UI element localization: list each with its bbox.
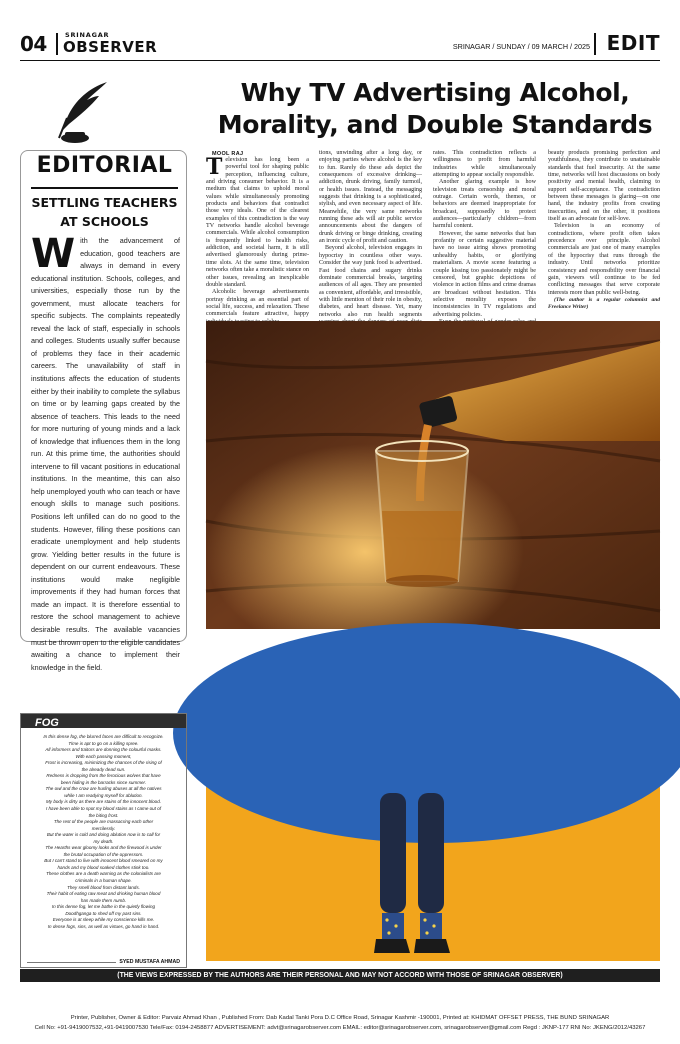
article1-dropcap: T xyxy=(206,154,223,180)
article1-col3-p2: Another glaring example is how television treats censorship and moral outrage. Certain words, themes, or behaviors are deemed inappropriate for broadcast, supposedly to protect audiences—particularly children—from harmful content. xyxy=(433,179,536,230)
poem-line: the already dead sun. xyxy=(81,766,126,772)
poem-box xyxy=(20,713,187,968)
poem-line: hands and my blood soaked clothes stink too. xyxy=(57,864,150,870)
editorial-headline xyxy=(29,193,180,231)
logo-name: OBSERVER xyxy=(63,38,158,56)
poem-line: I have been able to spot my blood stains as I came out of xyxy=(45,806,161,812)
section-label: EDIT xyxy=(606,31,660,55)
article1-column-3 xyxy=(433,150,536,319)
poem-line: With each passing moment, xyxy=(75,753,132,759)
article1-headline-line1: Why TV Advertising Alcohol, xyxy=(240,78,630,107)
editorial-label: EDITORIAL xyxy=(36,153,173,178)
imprint-line-2: Cell No: +91-9419007532,+91-9419007530 Tele/Fax: 0194-2458877 ADVERTISEMENT: advt@srinagarobserver.com EMAIL: editor@srinagarobserver.com, srinagarobserver@gmail.com Regd : JKNP-177 RNI No: JKENG/2012/43267 xyxy=(34,1025,646,1031)
article1-col3-p1: rates. This contradiction reflects a willingness to profit from harmful industries while simultaneously attempting to appear socially responsible. xyxy=(433,150,536,179)
poem-line: has made them numb. xyxy=(80,897,127,903)
poem-line: criminals in a human shape. xyxy=(75,878,132,884)
poem-line: The Hearths wear gloomy looks and the firewood is under xyxy=(45,845,162,851)
poem-line: These clothes are a death warning as the colonialists are xyxy=(46,871,161,877)
poem-line: mercilessly. xyxy=(91,825,116,831)
article1-col1-p1: elevision has long been a powerful tool for shaping public perception, influencing culture, and driving consumer behavior. It is a medium that claims to uphold moral values while simultaneously promoting products and behaviors that contradict those very ideals. One of the clearest examples of this contradiction is the way TV networks handle alcohol beverage commercials. While alcohol consumption is frequently linked to health risks, addiction, and societal harm, it is still advertised glamorously during prime-time slots. At the same time, television networks often take a moralistic stance on other issues, revealing an inexplicable double standard. xyxy=(206,157,309,288)
article1-col3-p3: However, the same networks that ban profanity or certain suggestive material have no issue airing shows promoting unhealthy habits, or glorifying materialism. A movie scene featuring a couple kissing too passionately might be censored, but graphic depictions of violence in action films and crime dramas are broadcast without hesitation. This selective morality exposes the inconsistencies in TV regulations and advertising policies. xyxy=(433,230,536,318)
quill-pen-icon xyxy=(45,78,115,148)
poem-line: In dense fogs, sins, as well as virtues, go hand in hand. xyxy=(47,923,160,929)
legs-on-circle-photo xyxy=(206,773,660,961)
article1-column-4 xyxy=(548,150,660,319)
imprint-line-1: Printer, Publisher, Owner & Editor: Parvaiz Ahmad Khan , Published From: Dab Kadal Tanki Pora D.C Office Road, Srinagar Kashmir -190001, Printed at: KHIDMAT OFFSET PRESS, THE BUND SRINAGAR xyxy=(70,1015,610,1021)
editorial-headline-line2: AT SCHOOLS xyxy=(60,214,149,229)
article1-headline xyxy=(210,77,660,141)
logo-city: SRINAGAR xyxy=(65,31,110,39)
poem-title: FOG xyxy=(35,717,59,729)
editorial-dropcap: W xyxy=(31,231,76,277)
editorial-text: ith the advancement of education, good teachers are always in demand in every educational institution. Schools, colleges, and universities, especially those run by the government, must allocate teachers for specific subjects. The complaints repeatedly reveal the lack of staff, especially in schools and colleges. Students usually suffer because of problems they face in their academic careers. The unavailability of staff in institutions affects the education of students either by their inability to complete the syllabus on time or by learning gaps created by the absence of teachers. This leads to the need for more nurturing of young minds and a lack of knowledge that influences them in the long run. At this prime time, the authorities should intervene to fill vacant positions in educational institutions. In the meantime, this can also help unemployed youth who can teach or have enough skills to manage such positions. Positions left unfilled can do no good to the students. However, filling these positions can eradicate unemployment and help students grow. Yielding better results in the future is dependent on our current endeavours. These institutions would make negligible improvements if they had human forces that made an impact. It is therefore essential to restore the school management to achieve desirable results. The available vacancies must be thrown open to the eligible candidates awaiting a chance to implement their knowledge in the field. xyxy=(31,236,180,672)
poem-line: But the water is cold and doing ablution now is to call for xyxy=(46,832,161,838)
poem-line: been hiding in the barracks since summer. xyxy=(60,779,147,785)
poem-line: Redness is dropping from the ferocious wolves that have xyxy=(46,773,161,779)
poem-line: All informers and traitors are donning the colourful masks. xyxy=(45,747,162,753)
alcohol-pour-photo xyxy=(206,321,660,629)
poem-line: But I can't stand to live with innocent blood smeared on my xyxy=(44,858,163,864)
article1-column-2 xyxy=(319,150,422,319)
article1-col4-p2: Television is an economy of contradictions, where profit often takes precedence over principle. Alcohol commercials are just one of many examples of the hypocrisy that runs through the industry. Until networks prioritize consistency and responsibility over financial gain, viewers will continue to be fed conflicting messages that serve corporate interests more than public well-being. xyxy=(548,223,660,296)
dateline: SRINAGAR / SUNDAY / 09 MARCH / 2025 xyxy=(452,42,590,51)
poem-title-band xyxy=(21,714,186,728)
editorial-body xyxy=(31,231,180,674)
poem-line: Time is apt to go on a killing spree. xyxy=(68,740,139,746)
article1-author-credit: (The author is a regular columnist and Freelance Writer) xyxy=(548,296,660,311)
poem-line: Frost is increasing, minimizing the chances of the rising of xyxy=(45,760,162,766)
poem-line: In this dense fog, let me bathe in the quietly flowing xyxy=(51,904,156,910)
poem-line: Everyone is at sleep while my conscience kills me. xyxy=(52,917,155,923)
editorial-divider xyxy=(31,187,178,189)
poem-line: They smell blood from distant lands. xyxy=(67,884,140,890)
article1-byline: MOOL RAJ xyxy=(212,151,244,157)
page-number: 04 xyxy=(20,32,47,56)
masthead-divider xyxy=(56,33,58,55)
poem-line: my death. xyxy=(93,838,114,844)
masthead-rule xyxy=(20,60,660,61)
poem-line: Doodhganga to shed off my past sins. xyxy=(65,910,142,916)
poem-line: the brutal occupation of the oppressors. xyxy=(63,851,144,857)
article1-col4-p1: beauty products promising perfection and youthfulness, they contribute to unattainable standards that fuel insecurity. At the same time, networks will host discussions on body positivity and mental health, claiming to support self-acceptance. The contradiction between these messages is glaring—on one hand, the industry profits from creating insecurities, and on the other, it positions itself as an advocate for self-love. xyxy=(548,150,660,223)
masthead xyxy=(20,30,660,60)
article1-col1-p2: Alcoholic beverage advertisements portray drinking as an essential part of social life, success, and relaxation. These commercials feature attractive, happy xyxy=(206,289,309,318)
poem-author: SYED MUSTAFA AHMAD xyxy=(116,959,180,965)
article1-headline-line2: Morality, and Double Standards xyxy=(217,110,653,139)
views-disclaimer: (THE VIEWS EXPRESSED BY THE AUTHORS ARE THEIR PERSONAL AND MAY NOT ACCORD WITH THOSE OF SRINAGAR OBSERVER) xyxy=(20,969,660,982)
poem-line: while I am readying myself for ablution. xyxy=(64,792,143,798)
poem-line: In this dense fog, the blurred faces are difficult to recognize. xyxy=(43,734,164,739)
poem-body xyxy=(27,734,180,930)
editorial-headline-line1: SETTLING TEACHERS xyxy=(31,195,178,210)
article1-col2-p2: Beyond alcohol, television engages in hypocrisy in countless other ways. Consider the way junk food is advertised. Fast food chains and sugary drinks dominate commercial breaks, targeting audiences of all ages. They are presented as convenient, affordable, and irresistible, with little mention of their role in obesity, diabetes, and heart disease. Yet, many networks also run health segments xyxy=(319,245,422,318)
poem-line: the biting frost. xyxy=(88,812,119,818)
poem-line: Their habit of eating raw meat and drinking human blood xyxy=(46,891,161,897)
poem-line: The owl and the crow are hurling abuses at all the natives xyxy=(45,786,162,792)
poem-line: The rest of the people are massacring each other xyxy=(53,819,154,825)
editorial-box xyxy=(20,150,187,672)
article1-col2-p1: tions, unwinding after a long day, or enjoying parties where alcohol is the key to fun. Rarely do these ads depict the consequences of excessive drinking—addiction, drunk driving, family turmoil, or health issues. Instead, the messaging suggests that drinking is a sophisticated, stylish, and even necessary aspect of life. Meanwhile, the very same networks running these ads will air public service announcements about the dangers of drunk driving or binge drinking, creating an ironic cycle of profit and caution. xyxy=(319,150,422,245)
masthead-divider-right xyxy=(594,33,596,55)
poem-line: My body is dirty as there are stains of the innocent blood. xyxy=(46,799,161,805)
